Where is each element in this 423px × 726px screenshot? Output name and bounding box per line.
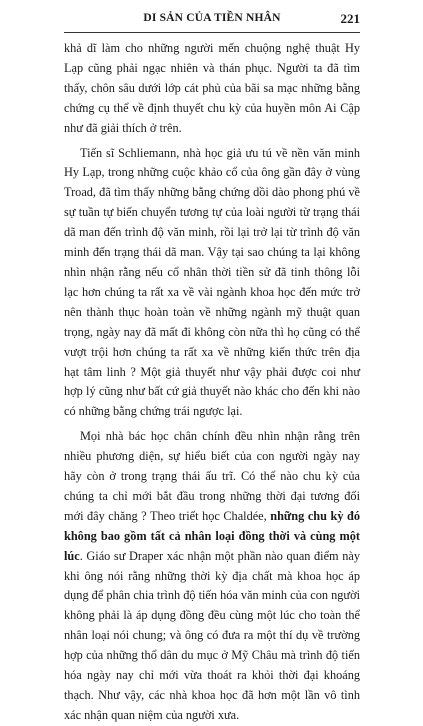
- paragraph-1: khả dĩ làm cho những người mến chuộng nghệ thuật Hy Lạp cũng phải ngạc nhiên và thán phục. Người ta đã tìm thấy, chôn sâu dưới lớp cát phủ của bãi sa mạc những bằng chứng cụ thể về định thuyết chu kỳ của huyền môn Ai Cập như đã giải thích ở trên.: [64, 41, 360, 135]
- paragraph-3-bold-phrase: những chu kỳ đó không bao gồm tất cả nhân loại đồng thời và cùng một lúc: [64, 508, 360, 563]
- page-number: 221: [340, 11, 360, 26]
- running-title: DI SẢN CỦA TIỀN NHÂN: [143, 12, 281, 24]
- running-header: [64, 10, 360, 33]
- paragraph-3-text-after: . Giáo sư Draper xác nhận một phần nào quan điểm này khi ông nói rằng những thời kỳ địa chất mà khoa học áp dụng để phân chia trình độ tiến hóa văn minh của con người không phải là áp dụng đồng đều cùng một lúc cho toàn thể nhân loại nói chung; và ông có đưa ra một thí dụ về trường hợp của những thổ dân du mục ở Mỹ Châu mà trình độ tiến hóa ngày nay chỉ mới vừa thoát ra khỏi thời đại khoáng thạch. Như vậy, các nhà khoa học đã hơn một lần vô tình xác nhận quan niệm của người xưa.: [64, 548, 360, 722]
- body-text: [64, 39, 360, 726]
- paragraph-3: [64, 427, 360, 726]
- paragraph-3-text-before: Mọi nhà bác học chân chính đều nhìn nhận rằng trên nhiều phương diện, sự hiểu biết của con người ngày nay hãy còn ở trong trạng thái ấu trĩ. Có thể nào chu kỳ của chúng ta chỉ mới bắt đầu trong những thời đại tương đối mới đây chăng ? Theo triết học Chaldée,: [64, 429, 360, 523]
- paragraph-2: Tiến sĩ Schliemann, nhà học giả ưu tú về nền văn minh Hy Lạp, trong những cuộc khảo cổ của ông gần đây ở vùng Troad, đã tìm thấy những bằng chứng dồi dào phong phú về sự tuần tự biến chuyển tương tự của loài người từ trạng thái dã man đến trình độ văn minh, rồi lại trở lại từ trình độ văn minh đến trạng thái dã man. Vậy tại sao chúng ta lại không nhìn nhận rằng nếu cổ nhân thời tiền sử đã tinh thông lỗi lạc hơn chúng ta rất xa về vài ngành khoa học đến mức trở nên thành thục hoàn toàn về những ngành mỹ thuật quan trọng, ngày nay đã mất đi không còn nữa thì họ cũng có thể vượt trội hơn chúng ta rất xa về những kiến thức trên địa hạt tâm linh ? Một giả thuyết như vậy phải được coi như hợp lý cũng như bất cứ giả thuyết nào khác cho đến khi nào có những bằng chứng trái ngược lại.: [64, 145, 360, 419]
